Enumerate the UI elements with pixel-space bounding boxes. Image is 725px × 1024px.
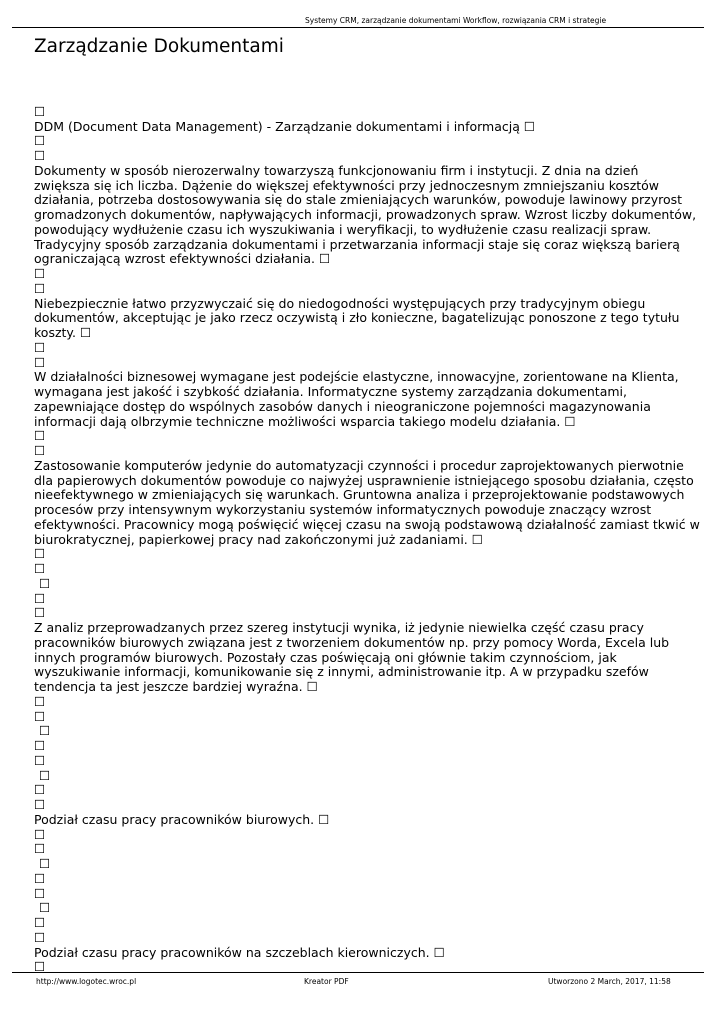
text-line: powodujący wydłużenie czasu ich wyszukiwania i weryfikacji, to wydłużenie czasu realizacji spraw. (34, 221, 652, 237)
placeholder-glyph-line: ☐ (34, 870, 46, 886)
text-line: ograniczającą wzrost efektywności działania. ☐ (34, 251, 331, 267)
page-title: Zarządzanie Dokumentami (34, 36, 284, 57)
placeholder-glyph-line: ☐ (34, 590, 46, 606)
placeholder-glyph-line: ☐ (39, 856, 51, 871)
text-line: Zastosowanie komputerów jedynie do automatyzacji czynności i procedur zaprojektowanych pierwotnie (34, 457, 684, 473)
text-line: Dokumenty w sposób nierozerwalny towarzyszą funkcjonowaniu firm i instytucji. Z dnia na dzień (34, 162, 639, 178)
placeholder-glyph-line: ☐ (34, 693, 46, 709)
placeholder-glyph-line: ☐ (34, 885, 46, 901)
placeholder-glyph-line: ☐ (34, 782, 46, 798)
text-line: gromadzonych dokumentów, napływających informacji, prowadzonych spraw. Wzrost liczby dokumentów, (34, 207, 697, 222)
placeholder-glyph-line: ☐ (34, 752, 46, 768)
text-line: dla papierowych dokumentów powoduje co najwyżej usprawnienie istniejącego sposobu działania, często (34, 472, 694, 488)
text-line: koszty. ☐ (34, 325, 92, 340)
placeholder-glyph-line: ☐ (34, 915, 46, 930)
text-line: zwiększa się ich liczba. Dążenie do większej efektywności przy jednoczesnym zmniejszaniu kosztów (34, 177, 660, 193)
text-line: nieefektywnego w zmieniających się warunkach. Gruntowna analiza i przeprojektowanie podstawowych (34, 487, 685, 503)
text-line: Tradycyjny sposób zarządzania dokumentami i przetwarzania informacji staje się coraz większą barierą (34, 236, 680, 252)
placeholder-glyph-line: ☐ (34, 546, 46, 562)
placeholder-glyph-line: ☐ (34, 354, 46, 370)
text-line: Z analiz przeprowadzanych przez szereg instytucji wynika, iż jedynie niewielka część czasu pracy (34, 620, 644, 635)
text-line: innych programów biurowych. Pozostały czas poświęcają oni głównie takim czynnościom, jak (34, 649, 617, 665)
text-line: Podział czasu pracy pracowników biurowych. ☐ (34, 811, 330, 827)
placeholder-glyph-line: ☐ (34, 841, 46, 857)
placeholder-glyph-line: ☐ (34, 929, 46, 945)
text-line (34, 90, 694, 105)
placeholder-glyph-line: ☐ (34, 428, 46, 444)
placeholder-glyph-line: ☐ (34, 443, 46, 458)
text-line: biurokratycznej, papierkowej pracy nad zakończonymi już zadaniami. ☐ (34, 531, 483, 547)
placeholder-glyph-line: ☐ (34, 103, 46, 119)
text-line: Podział czasu pracy pracowników na szczeblach kierowniczych. ☐ (34, 944, 445, 960)
text-line: wyszukiwanie informacji, komunikowanie się z innymi, administrowanie itp. A w przypadku szefów (34, 664, 649, 680)
placeholder-glyph-line: ☐ (39, 723, 51, 739)
document-body (34, 90, 700, 975)
text-line: W działalności biznesowej wymagane jest podejście elastyczne, innowacyjne, zorientowane na Klienta, (34, 369, 679, 385)
text-line: działania, potrzeba dostosowywania się do stale zmieniających warunków, powoduje lawinowy przyrost (34, 192, 683, 208)
footer-divider (12, 972, 704, 973)
placeholder-glyph-line: ☐ (34, 797, 46, 812)
text-line: Niebezpiecznie łatwo przyzwyczaić się do niedogodności występujących przy tradycyjnym obiegu (34, 295, 646, 311)
text-line: informacji dają olbrzymie techniczne możliwości wsparcia takiego modelu działania. ☐ (34, 413, 576, 429)
placeholder-glyph-line: ☐ (39, 767, 51, 783)
footer-created-date: Utworzono 2 March, 2017, 11:58 (548, 977, 671, 986)
placeholder-glyph-line: ☐ (39, 900, 51, 916)
text-line: efektywności. Pracownicy mogą poświęcić więcej czasu na swoją podstawową działalność zamiast tkwić w (34, 516, 700, 532)
placeholder-glyph-line: ☐ (34, 280, 46, 296)
text-line: zapewniające dostęp do wspólnych zasobów danych i nieograniczone pojemności magazynowania (34, 398, 651, 414)
placeholder-glyph-line: ☐ (34, 605, 46, 621)
text-line: procesów przy intensywnym wykorzystaniu systemów informatycznych powoduje znaczący wzrost (34, 502, 652, 517)
placeholder-glyph-line: ☐ (34, 738, 46, 753)
header-divider (12, 27, 704, 28)
placeholder-glyph-line: ☐ (34, 708, 46, 724)
placeholder-glyph-line: ☐ (34, 561, 46, 576)
placeholder-glyph-line: ☐ (39, 575, 51, 591)
text-line: DDM (Document Data Management) - Zarządzanie dokumentami i informacją ☐ (34, 118, 536, 134)
footer-url-link[interactable]: http://www.logotec.wroc.pl (36, 977, 137, 986)
placeholder-glyph-line: ☐ (34, 266, 46, 281)
text-line: tendencja ta jest jeszcze bardziej wyraźna. ☐ (34, 679, 318, 694)
text-line: pracowników biurowych związana jest z tworzeniem dokumentów np. przy pomocy Worda, Excela lub (34, 634, 670, 650)
page-header-text: Systemy CRM, zarządzanie dokumentami Workflow, rozwiązania CRM i strategie (305, 16, 607, 25)
text-line: wymagana jest jakość i szybkość działania. Informatyczne systemy zarządzania dokumentami, (34, 384, 627, 399)
placeholder-glyph-line: ☐ (34, 148, 46, 163)
text-line: dokumentów, akceptując je jako rzecz oczywistą i zło konieczne, bagatelizując ponoszone z tego tytułu (34, 310, 680, 326)
placeholder-glyph-line: ☐ (34, 959, 46, 975)
placeholder-glyph-line: ☐ (34, 339, 46, 355)
footer-generator: Kreator PDF (304, 977, 349, 986)
placeholder-glyph-line: ☐ (34, 826, 46, 842)
placeholder-glyph-line: ☐ (34, 133, 46, 149)
